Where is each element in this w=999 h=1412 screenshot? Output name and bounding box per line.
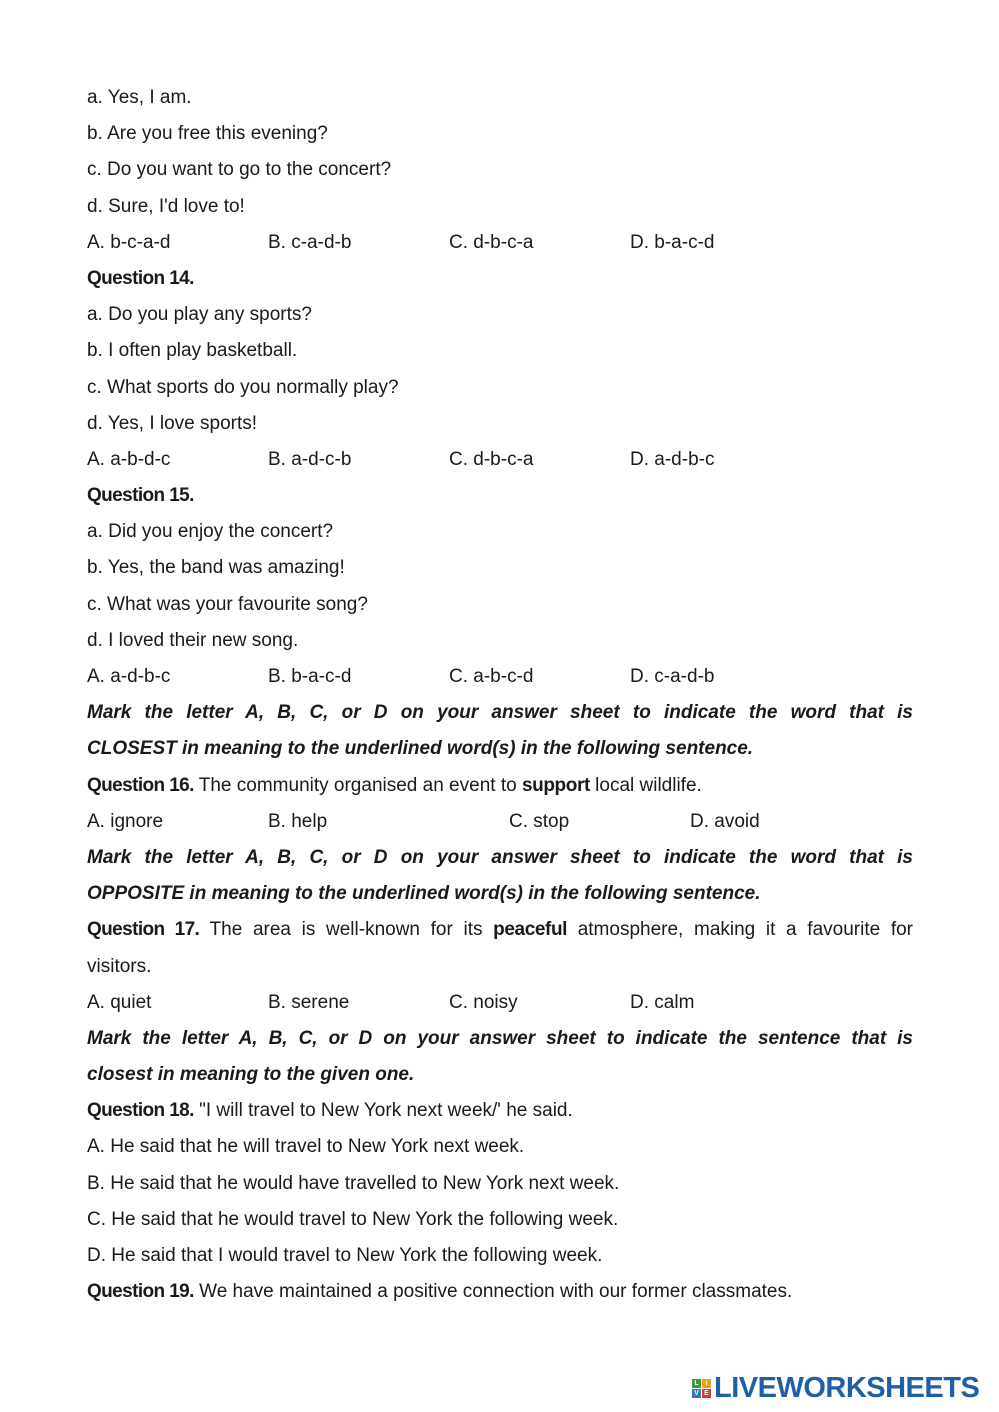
q17-option-d[interactable]: D. calm <box>630 991 695 1013</box>
q15-option-c[interactable]: C. a-b-c-d <box>449 666 534 687</box>
q15-option-a[interactable]: A. a-d-b-c <box>87 666 171 687</box>
logo-mark-icon <box>692 1379 711 1398</box>
q18-option-d[interactable]: D. He said that I would travel to New York the following week. <box>87 1245 603 1266</box>
instruction-sentence-line1: Mark the letter A, B, C, or D on your answer sheet to indicate the sentence that is <box>87 1027 913 1049</box>
q13-line-c: c. Do you want to go to the concert? <box>87 159 392 181</box>
q18-label: Question 18. <box>87 1100 194 1122</box>
q17-label: Question 17. <box>87 919 200 941</box>
q17-stem-cont: visitors. <box>87 955 152 977</box>
q19-text: We have maintained a positive connection with our former classmates. <box>193 1281 793 1303</box>
q13-line-a: a. Yes, I am. <box>87 87 192 108</box>
q13-line-d: d. Sure, I'd love to! <box>87 195 245 217</box>
liveworksheets-logo[interactable] <box>692 1372 979 1404</box>
q15-option-d[interactable]: D. c-a-d-b <box>630 666 715 687</box>
q18-option-c[interactable]: C. He said that he would travel to New York the following week. <box>87 1208 619 1230</box>
q14-line-c: c. What sports do you normally play? <box>87 376 399 398</box>
q19-label: Question 19. <box>87 1281 194 1303</box>
q17-stem <box>87 912 913 948</box>
q16-options <box>87 804 913 840</box>
q15-option-b[interactable]: B. b-a-c-d <box>268 666 352 687</box>
q14-option-b[interactable]: B. a-d-c-b <box>268 448 352 470</box>
worksheet-page <box>87 80 913 1310</box>
q14-option-d[interactable]: D. a-d-b-c <box>630 448 715 470</box>
q14-option-c[interactable]: C. d-b-c-a <box>449 448 534 470</box>
q16-text-after: local wildlife. <box>589 774 702 796</box>
q19-stem <box>87 1274 913 1310</box>
q17-options <box>87 985 913 1021</box>
q15-heading: Question 15. <box>87 485 194 507</box>
logo-letter-l: L <box>692 1379 701 1388</box>
q14-line-d: d. Yes, I love sports! <box>87 412 258 434</box>
q18-text: "I will travel to New York next week/' he said. <box>193 1100 573 1122</box>
q13-option-d[interactable]: D. b-a-c-d <box>630 231 715 253</box>
q14-line-b: b. I often play basketball. <box>87 340 298 362</box>
q14-heading: Question 14. <box>87 267 194 289</box>
q15-line-a: a. Did you enjoy the concert? <box>87 521 334 543</box>
instruction-sentence-line2: closest in meaning to the given one. <box>87 1064 415 1086</box>
q18-option-a[interactable]: A. He said that he will travel to New York next week. <box>87 1136 525 1158</box>
logo-letter-i: i <box>702 1379 711 1388</box>
q17-option-c[interactable]: C. noisy <box>449 991 518 1013</box>
q15-line-d: d. I loved their new song. <box>87 629 299 651</box>
q14-options <box>87 442 913 478</box>
instruction-opposite-line1: Mark the letter A, B, C, or D on your answer sheet to indicate the word that is <box>87 846 913 868</box>
q17-target-word: peaceful <box>493 919 568 941</box>
q16-option-d[interactable]: D. avoid <box>690 810 760 832</box>
q13-line-b: b. Are you free this evening? <box>87 123 328 145</box>
q16-target-word: support <box>521 774 590 796</box>
logo-letter-e: E <box>702 1389 711 1398</box>
q17-option-a[interactable]: A. quiet <box>87 991 152 1013</box>
q16-option-c[interactable]: C. stop <box>509 810 570 832</box>
q16-option-a[interactable]: A. ignore <box>87 810 164 832</box>
q18-option-b[interactable]: B. He said that he would have travelled to New York next week. <box>87 1172 620 1194</box>
instruction-opposite-line2: OPPOSITE in meaning to the underlined word(s) in the following sentence. <box>87 883 761 905</box>
q15-options <box>87 659 913 695</box>
q13-option-b[interactable]: B. c-a-d-b <box>268 231 352 253</box>
logo-wordmark: LIVEWORKSHEETS <box>714 1371 980 1404</box>
q16-text-before: The community organised an event to <box>193 774 522 796</box>
q15-line-c: c. What was your favourite song? <box>87 593 368 615</box>
q17-text-before: The area is well-known for its <box>199 919 494 941</box>
q14-line-a: a. Do you play any sports? <box>87 304 312 326</box>
q13-options <box>87 225 913 261</box>
instruction-closest-line2: CLOSEST in meaning to the underlined word(s) in the following sentence. <box>87 738 754 760</box>
q13-option-c[interactable]: C. d-b-c-a <box>449 231 534 253</box>
q15-line-b: b. Yes, the band was amazing! <box>87 557 345 579</box>
q16-label: Question 16. <box>87 774 194 796</box>
q17-option-b[interactable]: B. serene <box>268 991 350 1013</box>
q14-option-a[interactable]: A. a-b-d-c <box>87 448 171 470</box>
q13-option-a[interactable]: A. b-c-a-d <box>87 231 171 253</box>
q16-option-b[interactable]: B. help <box>268 810 328 832</box>
logo-letter-v: V <box>692 1389 701 1398</box>
q18-stem <box>87 1093 913 1129</box>
instruction-closest-line1: Mark the letter A, B, C, or D on your answer sheet to indicate the word that is <box>87 702 913 724</box>
q17-text-after: atmosphere, making it a favourite for <box>567 919 913 941</box>
q16-stem <box>87 768 913 804</box>
